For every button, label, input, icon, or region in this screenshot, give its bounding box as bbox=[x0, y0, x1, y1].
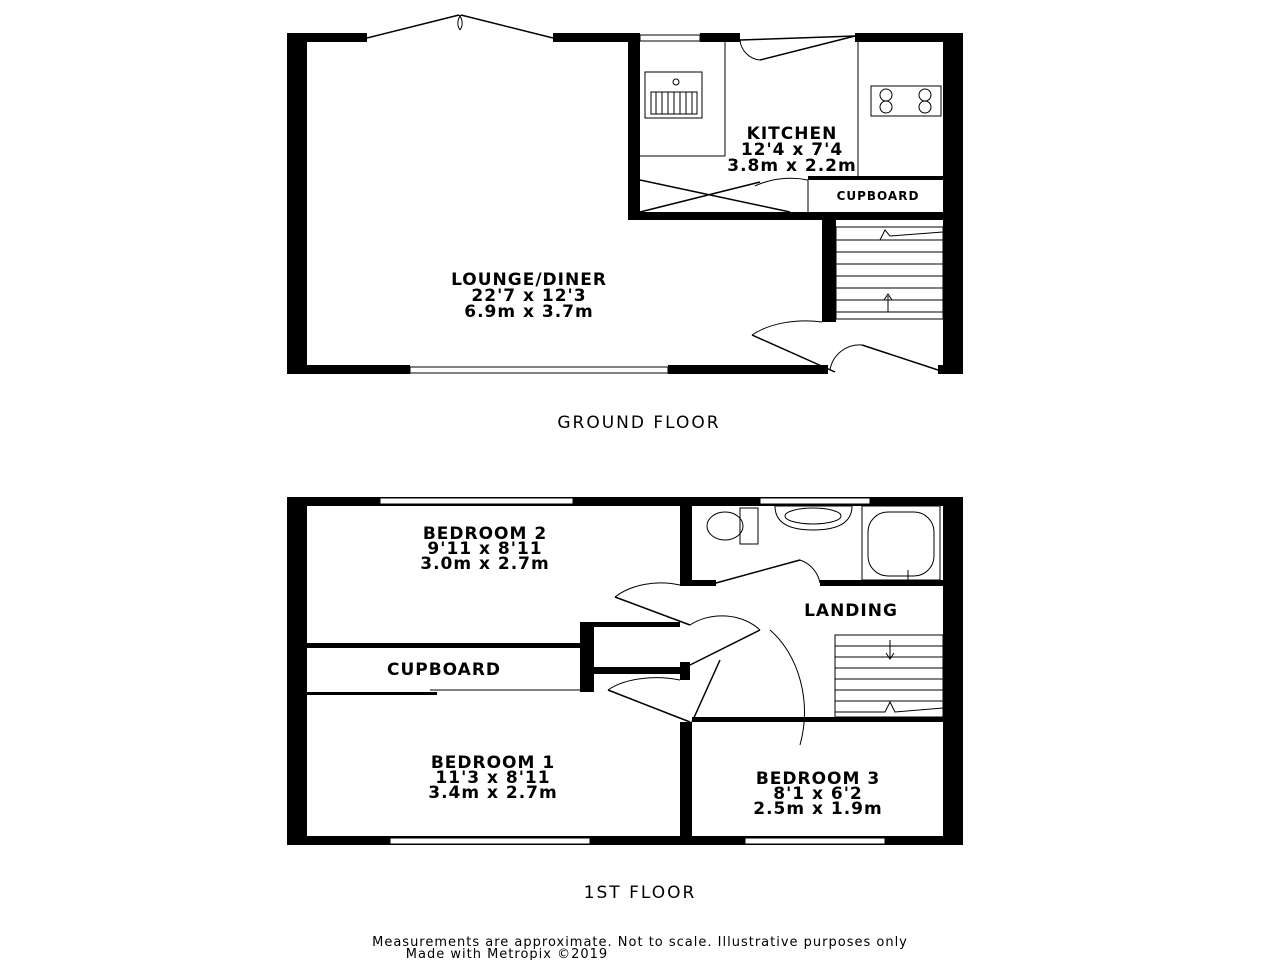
cupboard-door-arc bbox=[755, 178, 808, 186]
linen-cupboard-top bbox=[580, 622, 680, 627]
bedroom2-window bbox=[380, 498, 573, 504]
ground-floor-plan bbox=[287, 15, 963, 433]
bedroom2-metric: 3.0m x 2.7m bbox=[420, 554, 550, 574]
cupboard-wall-right bbox=[580, 622, 594, 692]
bathroom-wall-bottom-right bbox=[820, 580, 963, 586]
landing-name: LANDING bbox=[804, 601, 898, 621]
basin-icon bbox=[775, 506, 852, 530]
disclaimer-text: Measurements are approximate. Not to scale. Illustrative purposes only bbox=[372, 935, 908, 950]
ground-floor-label: GROUND FLOOR bbox=[557, 413, 721, 433]
bedroom2-imperial: 9'11 x 8'11 bbox=[427, 539, 543, 559]
bedroom1-wall-right bbox=[680, 722, 692, 836]
bedroom2-wall-bottom bbox=[307, 643, 580, 648]
bedroom1-name: BEDROOM 1 bbox=[430, 753, 556, 773]
kitchen-imperial: 12'4 x 7'4 bbox=[740, 140, 844, 160]
toilet-icon bbox=[707, 508, 758, 544]
ground-wall-bottom-left bbox=[287, 365, 410, 374]
kitchen-door-leaf bbox=[740, 36, 855, 40]
hob-icon bbox=[871, 86, 941, 116]
bedroom3-wall-top bbox=[692, 717, 943, 722]
bedroom2-name: BEDROOM 2 bbox=[422, 524, 548, 544]
kitchen-name: KITCHEN bbox=[746, 124, 838, 144]
ground-wall-top-kitchen bbox=[700, 33, 740, 42]
first-cupboard-name: CUPBOARD bbox=[386, 660, 502, 680]
entrance-door-leaf-2 bbox=[862, 345, 938, 370]
linen-cupboard-bottom bbox=[594, 667, 690, 674]
cupboard-wall-top bbox=[808, 176, 943, 180]
ground-cupboard-name: CUPBOARD bbox=[836, 189, 920, 203]
bedroom1-imperial: 11'3 x 8'11 bbox=[435, 768, 551, 788]
ground-wall-bottom-mid bbox=[668, 365, 828, 374]
bedroom1-window bbox=[390, 838, 590, 844]
bedroom1-door-arc bbox=[608, 678, 680, 690]
bedroom3-door-leaf bbox=[692, 660, 720, 722]
cupboard-wall-bottom bbox=[307, 692, 437, 695]
first-wall-left bbox=[287, 497, 307, 845]
bedroom1-door-leaf bbox=[608, 690, 690, 722]
bedroom3-imperial: 8'1 x 6'2 bbox=[773, 784, 863, 804]
entrance-door-arc-2 bbox=[830, 345, 862, 370]
first-floor-plan bbox=[287, 497, 963, 903]
ground-wall-top-mid bbox=[553, 33, 640, 42]
bedroom2-door-leaf bbox=[615, 597, 690, 625]
ground-wall-bottom-right bbox=[938, 365, 963, 374]
bathroom-wall-bottom-left bbox=[680, 580, 716, 586]
bedroom3-door-arc bbox=[770, 630, 804, 745]
first-floor-label: 1ST FLOOR bbox=[583, 883, 697, 903]
kitchen-back-door bbox=[760, 36, 855, 60]
first-stairs bbox=[835, 635, 943, 717]
bedroom1-metric: 3.4m x 2.7m bbox=[428, 783, 558, 803]
linen-door-arc bbox=[690, 616, 760, 630]
bedroom3-metric: 2.5m x 1.9m bbox=[753, 799, 883, 819]
ground-wall-top-left bbox=[287, 33, 367, 42]
bathroom-window bbox=[760, 498, 870, 504]
ground-window-bottom bbox=[410, 367, 668, 373]
kitchen-internal-door bbox=[640, 180, 790, 212]
bedroom3-name: BEDROOM 3 bbox=[755, 769, 881, 789]
ground-stairs bbox=[822, 220, 943, 322]
bathroom-wall-left bbox=[680, 497, 692, 585]
french-door-right bbox=[461, 15, 553, 38]
kitchen-internal-door-2 bbox=[640, 182, 760, 212]
bath-icon bbox=[862, 506, 940, 582]
kitchen-wall-left bbox=[628, 38, 640, 218]
bathroom-door-leaf bbox=[716, 560, 800, 583]
lounge-name: LOUNGE/DINER bbox=[451, 270, 607, 290]
kitchen-door-arc bbox=[740, 40, 760, 60]
ground-wall-right bbox=[943, 33, 963, 374]
kitchen-window-top bbox=[640, 35, 700, 41]
linen-cupboard-door bbox=[690, 630, 760, 665]
sink-icon bbox=[645, 72, 702, 118]
linen-cupboard-right bbox=[680, 662, 690, 680]
credit-text: Made with Metropix ©2019 bbox=[405, 947, 609, 960]
bedroom3-window bbox=[745, 838, 885, 844]
first-wall-right bbox=[943, 497, 963, 845]
french-door-left bbox=[367, 15, 459, 38]
lounge-imperial: 22'7 x 12'3 bbox=[471, 286, 587, 306]
lounge-metric: 6.9m x 3.7m bbox=[464, 302, 594, 322]
kitchen-metric: 3.8m x 2.2m bbox=[727, 156, 857, 176]
bedroom2-door-arc bbox=[615, 583, 680, 597]
bathroom-door-arc bbox=[800, 560, 820, 583]
entrance-door-arc bbox=[752, 321, 822, 335]
kitchen-wall-bottom bbox=[628, 212, 943, 220]
ground-wall-left bbox=[287, 33, 307, 374]
